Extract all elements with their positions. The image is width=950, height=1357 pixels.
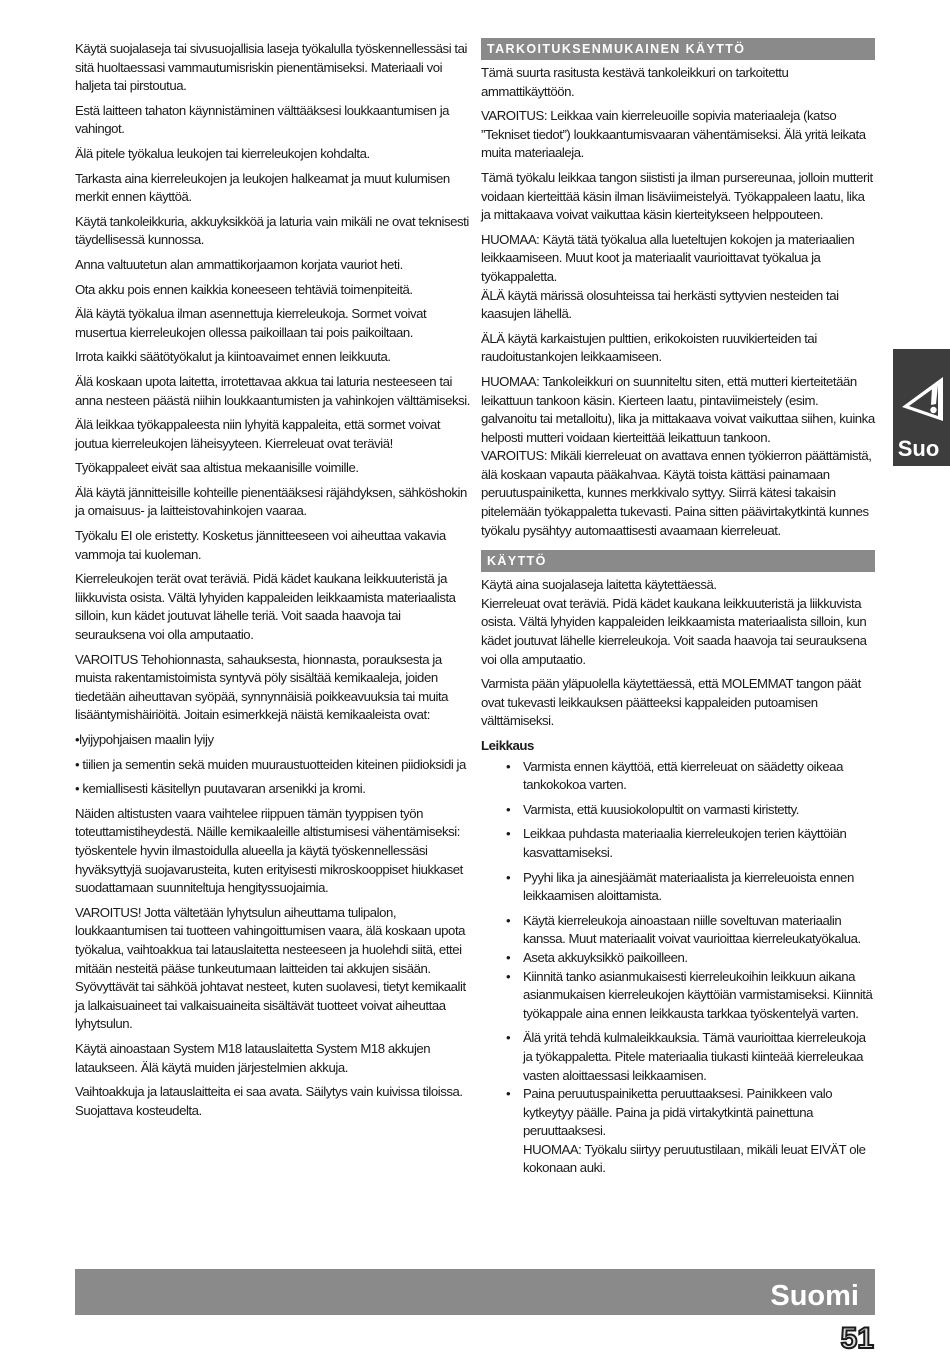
paragraph: HUOMAA: Tankoleikkuri on suunniteltu siten, että mutteri kierteitetään leikattuun tankoon käsin. Kierteen laatu, pintaviimeistely (esim. galvanoitu tai metalloitu), lika ja mittakaava voivat vaikuttaa siihen, kuinka helposti mutteri voidaan kierteittää leikattuun tankoon. xyxy=(481,373,875,445)
warning-triangle-icon xyxy=(899,371,950,423)
bullet: • xyxy=(506,826,511,842)
paragraph: ÄLÄ käytä karkaistujen pulttien, erikokoisten ruuvikierteiden tai raudoitustankojen leikkaamiseen. xyxy=(481,330,817,365)
paragraph: VAROITUS: Leikkaa vain kierreleuoille sopivia materiaaleja (katso ”Tekniset tiedot”) loukkaantumisvaaran vähentämiseksi. Älä yritä leikata muita materiaaleja. xyxy=(481,108,866,161)
list-item-text: Varmista ennen käyttöä, että kierreleuat on säädetty oikeaa tankokokoa varten. xyxy=(523,758,843,793)
chemical-list-item: • kemiallisesti käsitellyn puutavaran arsenikki ja kromi. xyxy=(75,781,366,797)
bullet: • xyxy=(506,1086,511,1102)
list-item-text: Leikkaa puhdasta materiaalia kierreleukojen terien käyttöiän kasvattamiseksi. xyxy=(523,826,847,860)
paragraph: Älä koskaan upota laitetta, irrotettavaa akkua tai laturia nesteeseen tai anna nesteen päästä niihin loukkaantumisten ja vahinkojen välttämiseksi. xyxy=(75,373,470,408)
paragraph: Vaihtoakkuja ja latauslaitteita ei saa avata. Säilytys vain kuivissa tiloissa. Suojattava kosteudelta. xyxy=(75,1084,463,1118)
list-item xyxy=(481,912,875,949)
list-item xyxy=(481,1085,875,1178)
bullet: • xyxy=(506,949,511,965)
paragraph: Varmista pään yläpuolella käytettäessä, että MOLEMMAT tangon päät ovat tukevasti leikkauksen päätteeksi kappaleiden putoamisen välttämiseksi. xyxy=(481,676,861,729)
list-item xyxy=(481,758,875,795)
paragraph: Näiden altistusten vaara vaihtelee riippuen tämän tyyppisen työn toteuttamistiheydestä. Näille kemikaaleille altistumisesi vähentämiseksi: työskentele hyvin ilmastoidulla alueella ja käytä työskennellessäsi hyväksyttyjä suojavarusteita, kuten erityisesti mikroskooppiset hiukkaset suodattamaan suunniteltuja hengityssuojaimia. xyxy=(75,805,463,896)
list-item xyxy=(481,949,875,968)
paragraph: Irrota kaikki säätötyökalut ja kiintoavaimet ennen leikkuuta. xyxy=(75,349,391,365)
section-header-intended-use: TARKOITUKSENMUKAINEN KÄYTTÖ xyxy=(481,38,875,60)
cutting-steps-list xyxy=(481,758,875,1178)
paragraph: Ota akku pois ennen kaikkia koneeseen tehtäviä toimenpiteitä. xyxy=(75,281,413,297)
bullet: • xyxy=(506,968,511,984)
list-item-text: Pyyhi lika ja ainesjäämät materiaalista ja kierreleuoista ennen leikkaamisen aloittamista. xyxy=(523,869,854,904)
paragraph: Käytä aina suojalaseja laitetta käytettäessä. xyxy=(481,577,717,593)
paragraph: Työkappaleet eivät saa altistua mekaanisille voimille. xyxy=(75,460,359,476)
page-number: 51 xyxy=(840,1322,874,1355)
paragraph: HUOMAA: Käytä tätä työkalua alla lueteltujen kokojen ja materiaalien leikkaamiseen. Muut koot ja materiaalit vaurioittavat työkalua ja työkappaletta. xyxy=(481,231,855,284)
list-item xyxy=(481,801,875,820)
paragraph: Älä käytä jännitteisille kohteille pienentääksesi räjähdyksen, sähköshokin ja omaisuus- ja laitteistovahinkojen vaaraa. xyxy=(75,484,467,519)
paragraph: VAROITUS Tehohionnasta, sahauksesta, hionnasta, porauksesta ja muista rakentamistoimista syntyvä pöly sisältää kemikaaleja, joiden tiedetään aiheuttavan syöpää, synnynnäisiä poikkeavuuksia tai muita lisääntymishäiriöitä. Joitain esimerkkejä näistä kemikaaleista ovat: xyxy=(75,651,449,723)
paragraph: Käytä tankoleikkuria, akkuyksikköä ja laturia vain mikäli ne ovat teknisesti täydellisessä kunnossa. xyxy=(75,213,469,248)
bullet: • xyxy=(506,869,511,885)
paragraph: Kierreleukojen terät ovat teräviä. Pidä kädet kaukana leikkuuteristä ja liikkuvista osista. Vältä lyhyiden kappaleiden leikkaamista materiaalista silloin, kun kädet joutuvat lähelle teriä. Voit saada haavoja tai seurauksena voi olla amputaatio. xyxy=(75,571,456,643)
list-item-text: Käytä kierreleukoja ainoastaan niille soveltuvan materiaalin kanssa. Muut materiaalit voivat vaurioittaa kierreleukatyökalua. xyxy=(523,912,861,947)
list-item xyxy=(481,968,875,1024)
list-item-text: Älä yritä tehdä kulmaleikkauksia. Tämä vaurioittaa kierreleukoja ja työkappaletta. Pitele materiaalia tiukasti kiinteää kierreleukaa vasten aloittaessasi leikkaamisen. xyxy=(523,1030,866,1083)
bullet: • xyxy=(506,801,511,817)
list-item-text: Varmista, että kuusiokolopultit on varmasti kiristetty. xyxy=(523,801,799,817)
side-tab-label: Suo xyxy=(897,436,940,461)
bullet: • xyxy=(506,758,511,774)
paragraph: Estä laitteen tahaton käynnistäminen välttääksesi loukkaantumisen ja vahingot. xyxy=(75,102,450,137)
chemical-list-item: •lyijypohjaisen maalin lyijy xyxy=(75,732,214,747)
section-header-use: KÄYTTÖ xyxy=(481,550,875,572)
list-item xyxy=(481,1029,875,1085)
list-item xyxy=(481,869,875,906)
paragraph: Älä leikkaa työkappaleesta niin lyhyitä kappaleita, että sormet voivat joutua kierreleukojen läheisyyteen. Kierreleuat ovat teräviä! xyxy=(75,417,441,451)
paragraph: VAROITUS: Mikäli kierreleuat on avattava ennen työkierron päättämistä, älä koskaan vapauta pääkahvaa. Käytä toista kättäsi painamaan peruutuspainiketta, kunnes merkkivalo syttyy. Siirrä kätesi takaisin pitelemään työkappaletta tukevasti. Paina sitten päävirtakytkintä kunnes työkalu pysähtyy automaattisesti avaamaan kierreleuat. xyxy=(481,448,872,538)
left-column xyxy=(75,40,470,1126)
right-column xyxy=(481,38,875,1178)
list-item-text: Kiinnitä tanko asianmukaisesti kierreleukoihin leikkuun aikana asianmukaisen kierreleukojen käyttöiän varmistamiseksi. Kiinnitä työkappale aina ennen leikkausta tarkkaa työskentelyä varten. xyxy=(523,968,873,1021)
paragraph: Kierreleuat ovat teräviä. Pidä kädet kaukana leikkuuteristä ja liikkuvista osista. Vältä lyhyiden kappaleiden leikkaamista materiaalista silloin, kun kädet joutuvat lähelle kierreleukoja. Voit saada haavoja tai seurauksena voi olla amputaatio. xyxy=(481,595,867,667)
paragraph: Käytä ainoastaan System M18 latauslaitetta System M18 akkujen lataukseen. Älä käytä muiden järjestelmien akkuja. xyxy=(75,1040,431,1075)
bullet: • xyxy=(506,1030,511,1046)
paragraph: ÄLÄ käytä märissä olosuhteissa tai herkästi syttyvien nesteiden tai kaasujen lähellä. xyxy=(481,287,839,322)
paragraph: Älä pitele työkalua leukojen tai kierreleukojen kohdalta. xyxy=(75,145,370,161)
subheading-cutting: Leikkaus xyxy=(481,738,534,753)
paragraph: VAROITUS! Jotta vältetään lyhytsulun aiheuttama tulipalon, loukkaantumisen tai tuotteen vahingoittumisen vaara, älä koskaan upota työkalua, vaihtoakkua tai latauslaitetta nesteeseen ja huolehdi siitä, ettei mitään nesteitä pääse tunkeutumaan laitteiden tai akkujen sisään. Syövyttävät tai sähköä johtavat nesteet, kuten suolavesi, tietyt kemikaalit ja lalkaisuaineet tai valkaisuaineita sisältävät tuotteet voivat aiheuttaa lyhytsulun. xyxy=(75,904,466,1032)
paragraph: Työkalu EI ole eristetty. Kosketus jännitteeseen voi aiheuttaa vakavia vammoja tai kuoleman. xyxy=(75,528,446,562)
paragraph: Käytä suojalaseja tai sivusuojallisia laseja työkalulla työskennellessäsi tai sitä huoltaessasi vammautumisriskin pienentämiseksi. Materiaali voi haljeta tai pirstoutua. xyxy=(75,41,467,94)
footer-language: Suomi xyxy=(770,1280,859,1312)
paragraph: Tarkasta aina kierreleukojen ja leukojen halkeamat ja muut kulumisen merkit ennen käyttöä. xyxy=(75,170,450,205)
list-item-text: Aseta akkuyksikkö paikoilleen. xyxy=(523,949,688,965)
paragraph: Anna valtuutetun alan ammattikorjaamon korjata vauriot heti. xyxy=(75,256,403,272)
list-item xyxy=(481,825,875,862)
bullet: • xyxy=(506,912,511,928)
list-item-note: HUOMAA: Työkalu siirtyy peruutustilaan, mikäli leuat EIVÄT ole kokonaan auki. xyxy=(523,1141,866,1176)
paragraph: Tämä työkalu leikkaa tangon siististi ja ilman pursereunaa, jolloin mutterit voidaan kierteittää käsin ilman lisäviimeistelyä. Työkappaleen laatu, lika ja mittakaava voivat vaikuttaa käsin kierteitykseen helppouteen. xyxy=(481,169,873,223)
language-side-tab xyxy=(893,349,950,466)
footer-bar xyxy=(75,1269,875,1315)
paragraph: Tämä suurta rasitusta kestävä tankoleikkuri on tarkoitettu ammattikäyttöön. xyxy=(481,65,789,99)
chemical-list-item: • tiilien ja sementin sekä muiden muuraustuotteiden kiteinen piidioksidi ja xyxy=(75,756,466,772)
paragraph: Älä käytä työkalua ilman asennettuja kierreleukoja. Sormet voivat musertua kierreleukojen ollessa paikoillaan tai pois paikoiltaan. xyxy=(75,306,427,340)
list-item-text: Paina peruutuspainiketta peruuttaaksesi. Painikkeen valo kytkeytyy päälle. Paina ja pidä virtakytkintä painettuna peruuttaaksesi. xyxy=(523,1086,833,1139)
